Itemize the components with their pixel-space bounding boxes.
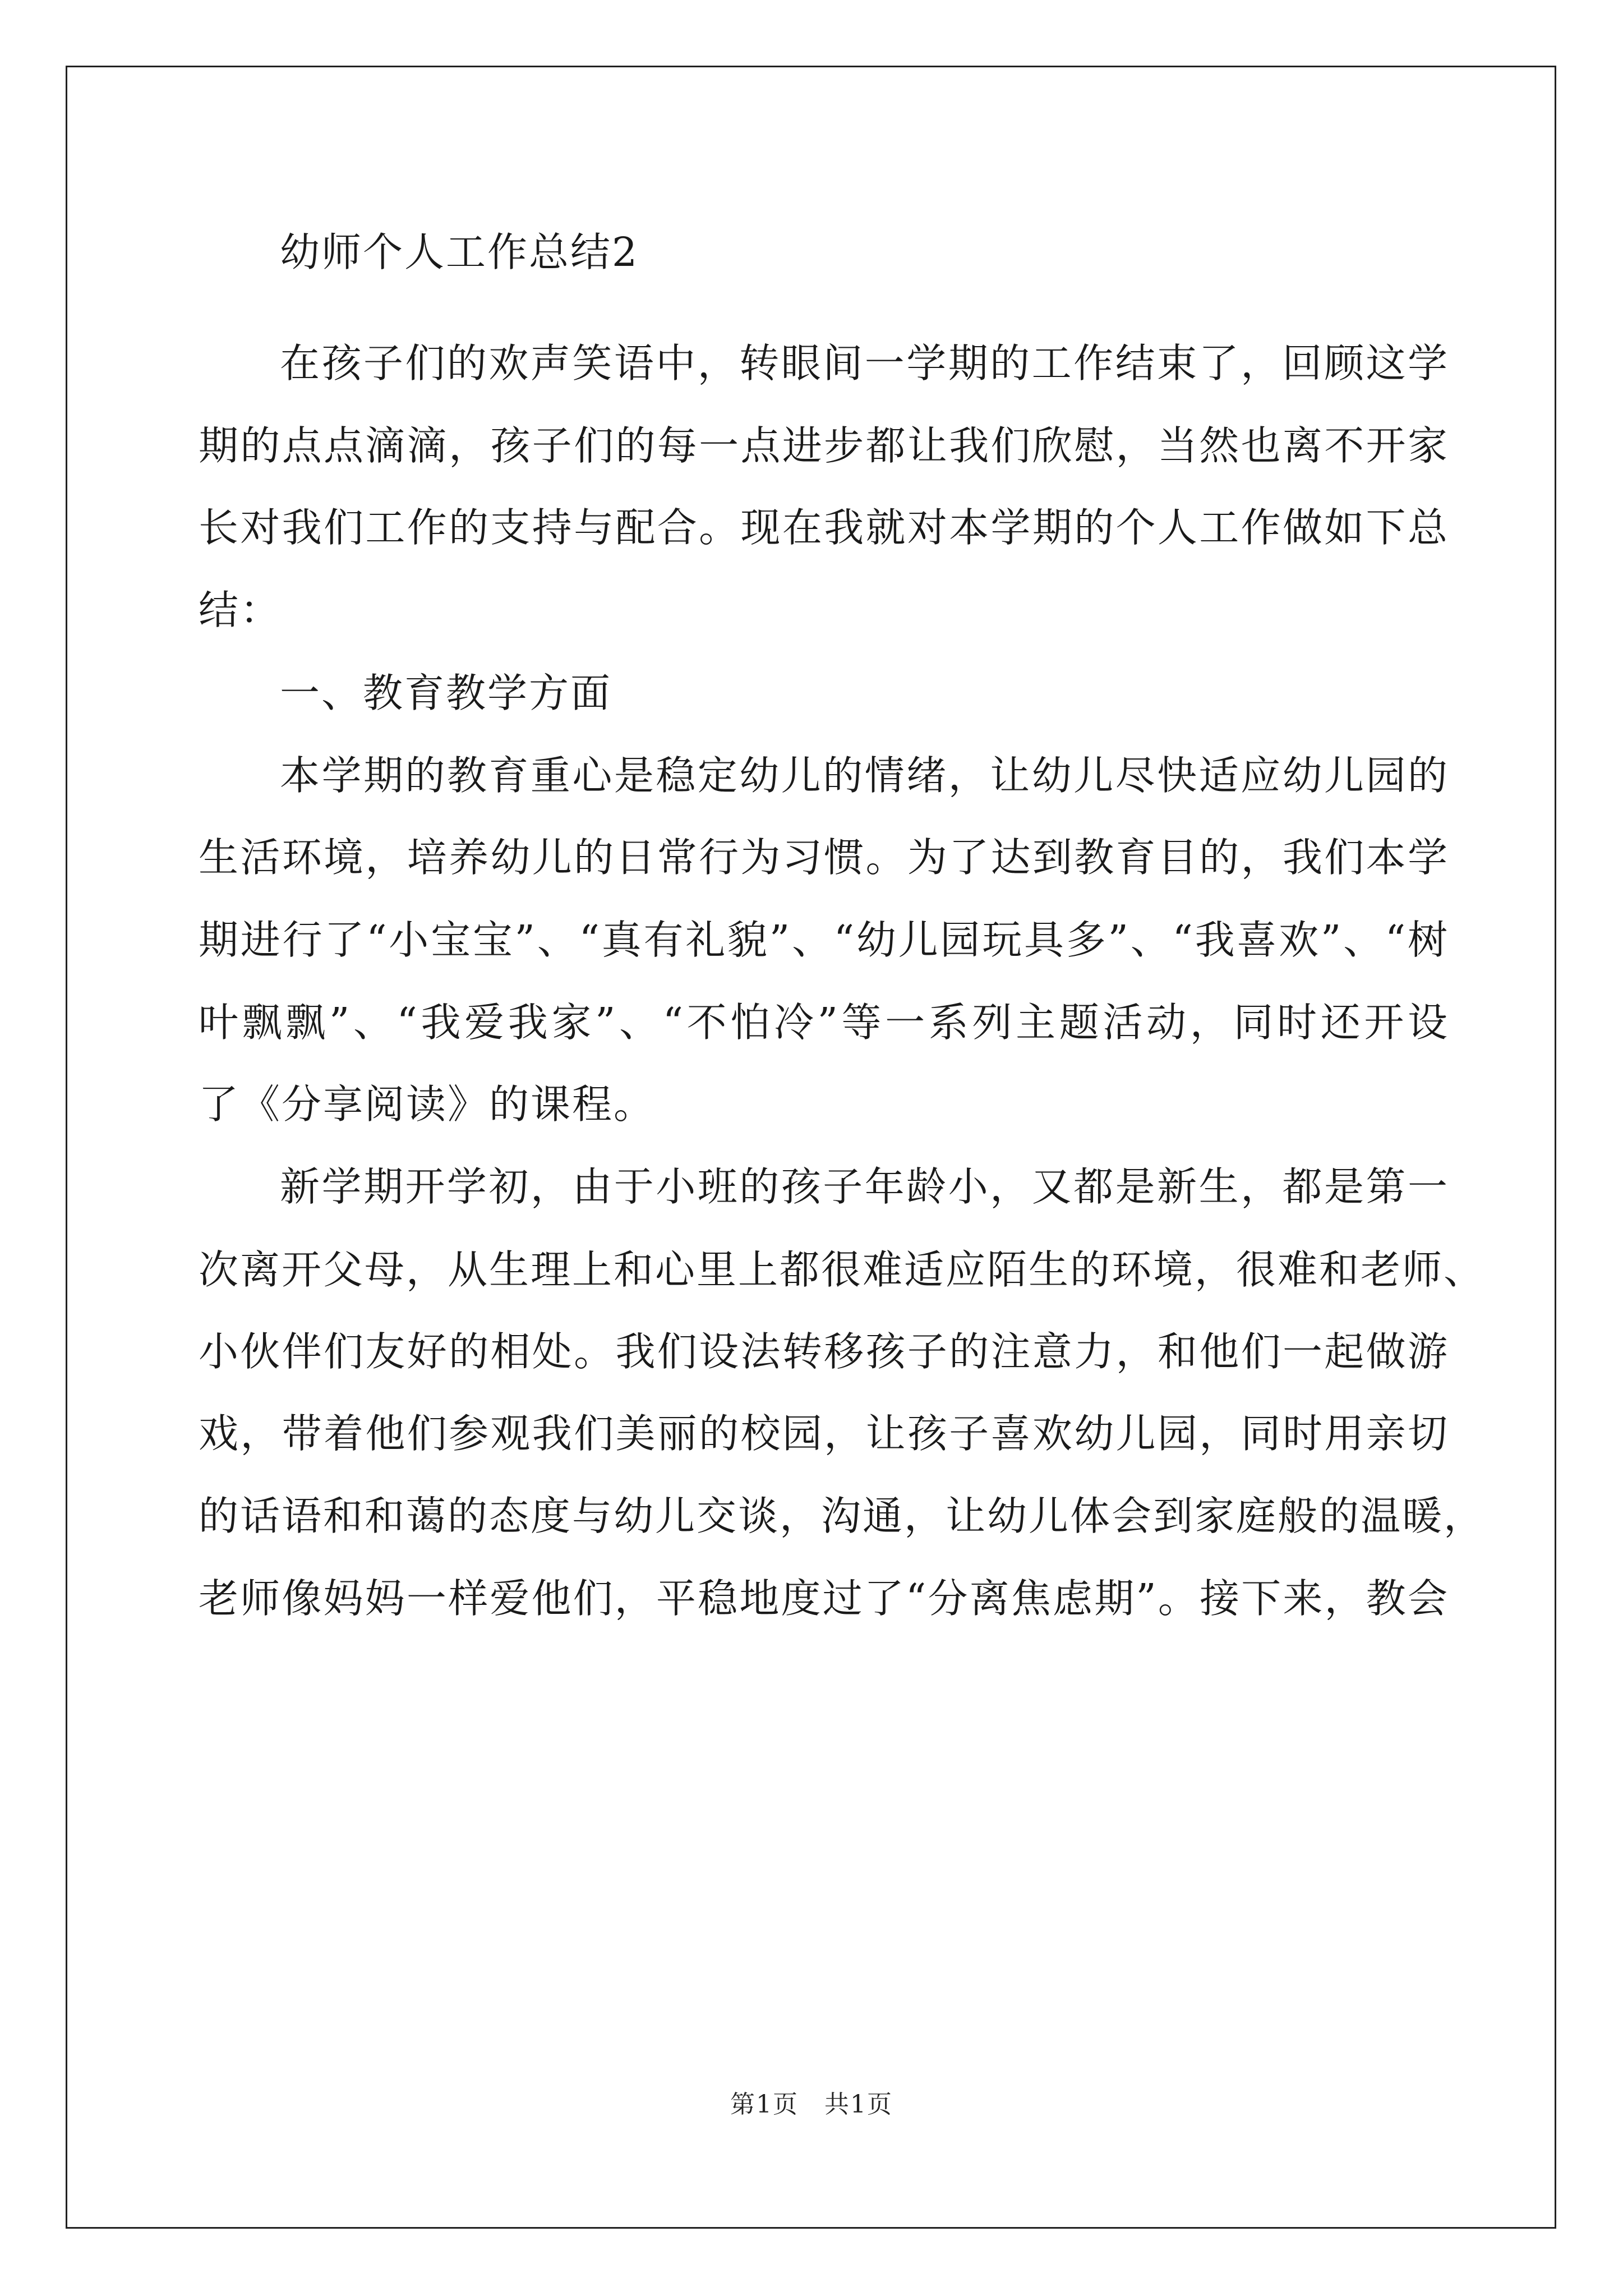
paragraph-line: 老师像妈妈一样爱他们，平稳地度过了“分离焦虑期”。接下来，教会: [199, 1575, 1449, 1622]
paragraph-line: 了《分享阅读》的课程。: [199, 1081, 656, 1128]
paragraph-line: 在孩子们的欢声笑语中，转眼间一学期的工作结束了，回顾这学: [280, 340, 1449, 386]
paragraph-line: 戏，带着他们参观我们美丽的校园，让孩子喜欢幼儿园，同时用亲切: [199, 1410, 1449, 1457]
document-title: 幼师个人工作总结2: [280, 229, 639, 275]
paragraph-line: 次离开父母，从生理上和心里上都很难适应陌生的环境，很难和老师、: [199, 1246, 1486, 1293]
paragraph-line: 结：: [199, 587, 282, 633]
paragraph-line: 期进行了“小宝宝”、“真有礼貌”、“幼儿园玩具多”、“我喜欢”、“树: [199, 917, 1449, 963]
paragraph-line: 的话语和和蔼的态度与幼儿交谈，沟通，让幼儿体会到家庭般的温暖，: [199, 1493, 1486, 1539]
paragraph-line: 生活环境，培养幼儿的日常行为习惯。为了达到教育目的，我们本学: [199, 834, 1449, 881]
paragraph-line: 长对我们工作的支持与配合。现在我就对本学期的个人工作做如下总: [199, 504, 1449, 551]
section-heading: 一、教育教学方面: [280, 670, 612, 716]
paragraph-line: 小伙伴们友好的相处。我们设法转移孩子的注意力，和他们一起做游: [199, 1328, 1449, 1375]
paragraph-line: 叶飘飘”、“我爱我家”、“不怕冷”等一系列主题活动，同时还开设: [199, 999, 1449, 1046]
page-number-footer: 第1页 共1页: [730, 2090, 893, 2119]
paragraph-line: 本学期的教育重心是稳定幼儿的情绪，让幼儿尽快适应幼儿园的: [280, 752, 1449, 799]
paragraph-line: 期的点点滴滴，孩子们的每一点进步都让我们欣慰，当然也离不开家: [199, 422, 1449, 469]
paragraph-line: 新学期开学初，由于小班的孩子年龄小，又都是新生，都是第一: [280, 1163, 1449, 1210]
